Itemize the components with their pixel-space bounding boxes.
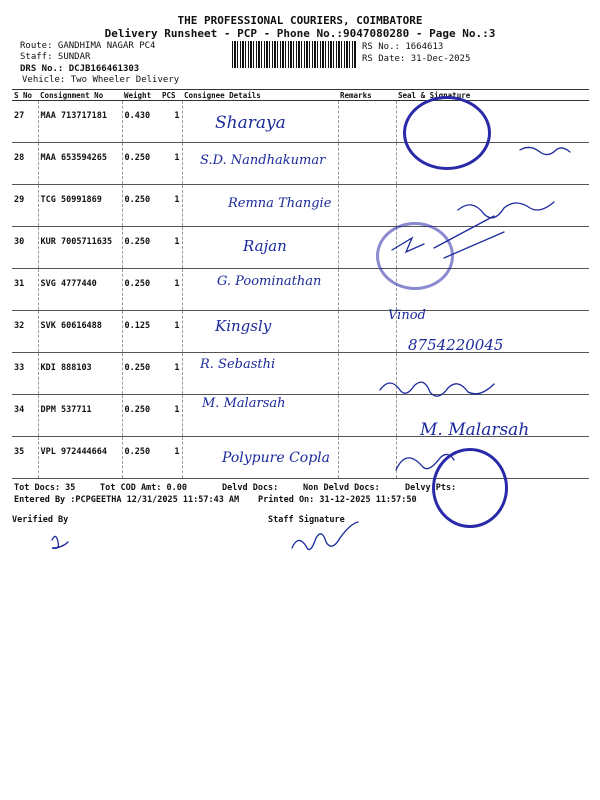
staff: Staff: SUNDAR	[20, 52, 91, 62]
verified-by-label: Verified By	[12, 515, 69, 525]
handwriting-r28: S.D. Nandhakumar	[200, 153, 326, 168]
row-sno: 31	[12, 269, 38, 311]
row-consignment-no: VPL 972444664	[38, 437, 122, 479]
row-sno: 30	[12, 227, 38, 269]
runsheet-title: Delivery Runsheet - PCP - Phone No.:9047080280 - Page No.:3	[104, 27, 496, 40]
seal-stamp-r27	[403, 96, 491, 170]
signature-r28	[520, 147, 570, 154]
row-consignment-no: SVK 60616488	[38, 311, 122, 353]
row-pcs: 1	[160, 185, 182, 227]
col-weight: Weight	[122, 90, 160, 101]
row-weight: 0.250	[122, 227, 160, 269]
row-consignment-no: KDI 888103	[38, 353, 122, 395]
handwriting-r35: Polypure Copla	[222, 450, 331, 466]
col-consignee: Consignee Details	[182, 90, 338, 101]
row-consignment-no: DPM 537711	[38, 395, 122, 437]
col-consignment: Consignment No	[38, 90, 122, 101]
row-pcs: 1	[160, 269, 182, 311]
row-weight: 0.250	[122, 437, 160, 479]
phone-r32: 8754220045	[408, 336, 504, 354]
col-sno: S No	[12, 90, 38, 101]
row-sno: 33	[12, 353, 38, 395]
row-sno: 29	[12, 185, 38, 227]
row-weight: 0.125	[122, 311, 160, 353]
row-weight: 0.430	[122, 101, 160, 143]
verified-signature	[52, 536, 68, 548]
col-seal: Seal & Signature	[396, 90, 589, 101]
handwriting-r29: Remna Thangie	[228, 196, 332, 211]
printed-on: Printed On: 31-12-2025 11:57:50	[258, 495, 417, 505]
row-pcs: 1	[160, 437, 182, 479]
signature-r32: Vinod	[388, 308, 426, 323]
handwriting-r30: Rajan	[243, 237, 287, 255]
tot-cod: Tot COD Amt: 0.00	[100, 483, 187, 493]
row-pcs: 1	[160, 101, 182, 143]
staff-signature-scribble	[292, 522, 358, 550]
row-consignment-no: KUR 7005711635	[38, 227, 122, 269]
row-consignment-no: MAA 713717181	[38, 101, 122, 143]
row-weight: 0.250	[122, 353, 160, 395]
row-weight: 0.250	[122, 143, 160, 185]
entered-by: Entered By :PCPGEETHA 12/31/2025 11:57:43 AM	[14, 495, 240, 505]
tot-docs: Tot Docs: 35	[14, 483, 76, 493]
delvy-pts: Delvy Pts:	[405, 483, 457, 493]
company-title: THE PROFESSIONAL COURIERS, COIMBATORE	[177, 14, 423, 27]
handwriting-r33: R. Sebasthi	[200, 357, 276, 372]
handwriting-r27: Sharaya	[215, 113, 286, 133]
row-pcs: 1	[160, 311, 182, 353]
delvd-docs: Delvd Docs:	[222, 483, 279, 493]
col-remarks: Remarks	[338, 90, 396, 101]
route: Route: GANDHIMA NAGAR PC4	[20, 41, 156, 51]
row-consignment-no: SVG 4777440	[38, 269, 122, 311]
row-sno: 34	[12, 395, 38, 437]
seal-stamp-r30	[376, 222, 454, 290]
non-delvd-docs: Non Delvd Docs:	[303, 483, 380, 493]
handwriting-r32: Kingsly	[215, 317, 272, 335]
staff-signature-label: Staff Signature	[268, 515, 345, 525]
row-weight: 0.250	[122, 269, 160, 311]
drs-number: DRS No.: DCJB166461303	[20, 64, 140, 74]
rs-date: RS Date: 31-Dec-2025	[362, 54, 471, 64]
rs-number: RS No.: 1664613	[362, 42, 444, 52]
row-pcs: 1	[160, 395, 182, 437]
row-consignment-no: MAA 653594265	[38, 143, 122, 185]
row-sno: 27	[12, 101, 38, 143]
row-sno: 32	[12, 311, 38, 353]
vehicle: Vehicle: Two Wheeler Delivery	[22, 75, 180, 85]
row-pcs: 1	[160, 227, 182, 269]
row-sno: 35	[12, 437, 38, 479]
row-pcs: 1	[160, 143, 182, 185]
row-weight: 0.250	[122, 395, 160, 437]
signature-r29	[458, 202, 554, 218]
handwriting-r31: G. Poominathan	[217, 274, 322, 289]
row-sno: 28	[12, 143, 38, 185]
signature-r34: M. Malarsah	[420, 420, 530, 440]
col-pcs: PCS	[160, 90, 182, 101]
signature-r33	[380, 382, 494, 396]
row-weight: 0.250	[122, 185, 160, 227]
handwriting-r34: M. Malarsah	[202, 396, 286, 411]
row-consignment-no: TCG 50991869	[38, 185, 122, 227]
row-pcs: 1	[160, 353, 182, 395]
